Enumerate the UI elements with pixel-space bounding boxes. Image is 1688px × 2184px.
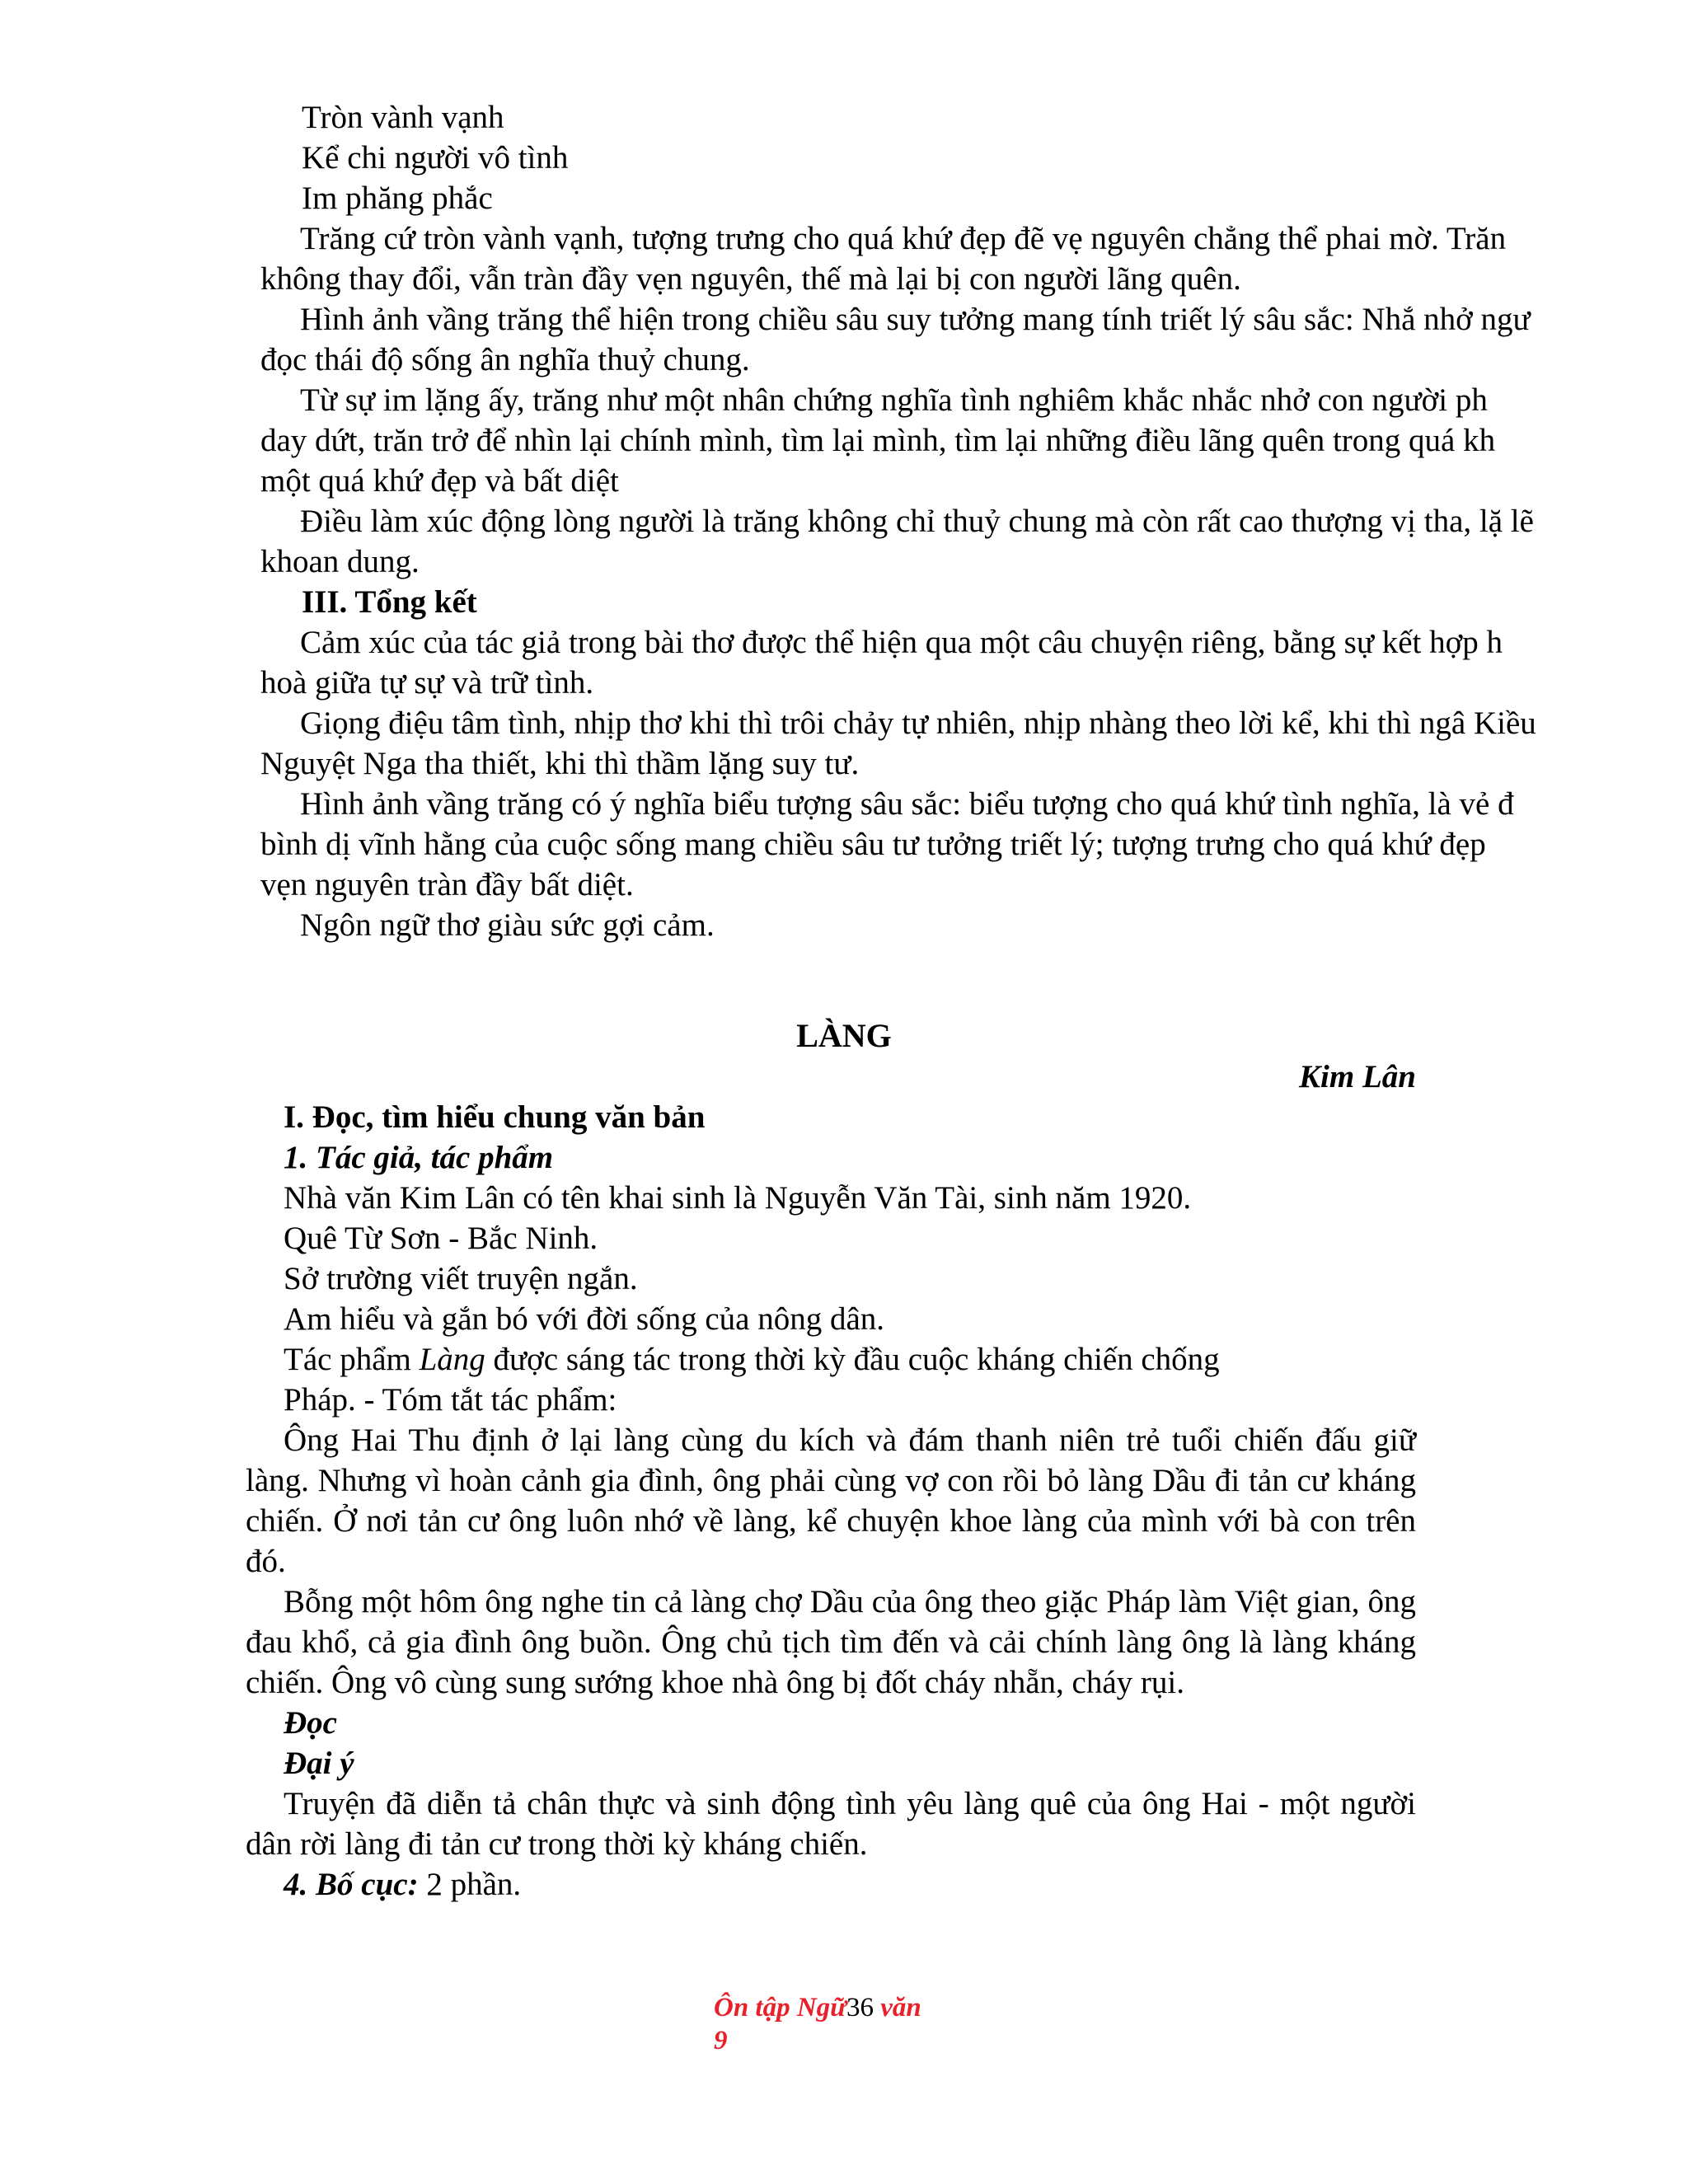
page-number: 36 bbox=[846, 1993, 874, 2022]
fact-line: Am hiểu và gắn bó với đời sống của nông dân. bbox=[284, 1301, 885, 1337]
lesson-title: LÀNG bbox=[796, 1017, 892, 1054]
paragraph-line: Trăng cứ tròn vành vạnh, tượng trưng cho quá khứ đẹp đẽ vẹ nguyên chẳng thể phai mờ. Trăn bbox=[300, 221, 1507, 256]
subheading-doc: Đọc bbox=[284, 1705, 337, 1741]
footer-label: văn bbox=[873, 1993, 921, 2022]
paragraph-line: đọc thái độ sống ân nghĩa thuỷ chung. bbox=[260, 342, 750, 377]
author-name: Kim Lân bbox=[1299, 1059, 1416, 1094]
paragraph-line: Ngôn ngữ thơ giàu sức gợi cảm. bbox=[300, 907, 715, 943]
paragraph-line: không thay đổi, vẫn tràn đầy vẹn nguyên, thế mà lại bị con người lãng quên. bbox=[260, 261, 1241, 297]
paragraph-line: vẹn nguyên tràn đầy bất diệt. bbox=[260, 867, 634, 902]
fact-line: Quê Từ Sơn - Bắc Ninh. bbox=[284, 1221, 598, 1256]
fact-line: Sở trường viết truyện ngắn. bbox=[284, 1261, 638, 1296]
dai-y-paragraph: Truyện đã diễn tả chân thực và sinh động tình yêu làng quê của ông Hai - một người dân rời làng đi tản cư trong thời kỳ kháng chiến. bbox=[246, 1786, 1416, 1862]
paragraph-line: Giọng điệu tâm tình, nhịp thơ khi thì trôi chảy tự nhiên, nhịp nhàng theo lời kể, khi thì ngâ Kiều bbox=[300, 705, 1536, 741]
paragraph-line: một quá khứ đẹp và bất diệt bbox=[260, 463, 619, 499]
paragraph-line: Cảm xúc của tác giả trong bài thơ được thể hiện qua một câu chuyện riêng, bằng sự kết hợp h bbox=[300, 625, 1503, 660]
paragraph-line: Hình ảnh vầng trăng có ý nghĩa biểu tượng sâu sắc: biểu tượng cho quá khứ tình nghĩa, là vẻ đ bbox=[300, 786, 1514, 822]
footer-grade: 9 bbox=[714, 2026, 728, 2055]
work-line bbox=[246, 1339, 1416, 1380]
bo-cuc-label: 4. Bố cục: bbox=[284, 1867, 419, 1902]
paragraph-line: bình dị vĩnh hằng của cuộc sống mang chiều sâu tư tưởng triết lý; tượng trưng cho quá khứ đẹp bbox=[260, 827, 1486, 862]
lesson-section bbox=[246, 1097, 1416, 1905]
work-text: được sáng tác trong thời kỳ đầu cuộc kháng chiến chống bbox=[485, 1342, 1220, 1377]
work-line: Pháp. - Tóm tắt tác phẩm: bbox=[284, 1382, 617, 1418]
footer-label: Ôn tập Ngữ bbox=[714, 1993, 846, 2022]
paragraph-line: khoan dung. bbox=[260, 544, 420, 579]
work-title: Làng bbox=[419, 1342, 485, 1377]
verse-line: Tròn vành vạnh bbox=[302, 100, 504, 135]
summary-paragraph: Ông Hai Thu định ở lại làng cùng du kích và đám thanh niên trẻ tuổi chiến đấu giữ làng. Nhưng vì hoàn cảnh gia đình, ông phải cùng vợ con rồi bỏ làng Dầu đi tản cư kháng chiến. Ở nơi tản cư ông luôn nhớ về làng, kể chuyện khoe làng của mình với bà con trên đó. bbox=[246, 1422, 1416, 1579]
paragraph-line: Nguyệt Nga tha thiết, khi thì thầm lặng suy tư. bbox=[260, 746, 860, 781]
verse-line: Im phăng phắc bbox=[302, 180, 493, 216]
paragraph-line: Điều làm xúc động lòng người là trăng không chỉ thuỷ chung mà còn rất cao thượng vị tha, lặ lẽ bbox=[300, 504, 1534, 539]
section-heading-tong-ket: III. Tổng kết bbox=[302, 584, 477, 620]
subheading-tac-gia: 1. Tác giả, tác phẩm bbox=[284, 1140, 554, 1175]
paragraph-line: day dứt, trăn trở để nhìn lại chính mình, tìm lại mình, tìm lại những điều lãng quên trong quá kh bbox=[260, 423, 1496, 458]
page-footer bbox=[714, 1991, 921, 2057]
work-text: Tác phẩm bbox=[284, 1342, 420, 1377]
bo-cuc-value: 2 phần. bbox=[418, 1867, 522, 1902]
summary-paragraph: Bỗng một hôm ông nghe tin cả làng chợ Dầu của ông theo giặc Pháp làm Việt gian, ông đau khổ, cả gia đình ông buồn. Ông chủ tịch tìm đến và cải chính làng ông là làng kháng chiến. Ông vô cùng sung sướng khoe nhà ông bị đốt cháy nhẵn, cháy rụi. bbox=[246, 1584, 1416, 1700]
bo-cuc-line bbox=[246, 1864, 1416, 1905]
verse-line: Kể chi người vô tình bbox=[302, 140, 569, 176]
paragraph-line: Từ sự im lặng ấy, trăng như một nhân chứng nghĩa tình nghiêm khắc nhắc nhở con người ph bbox=[300, 382, 1488, 418]
paragraph-line: hoà giữa tự sự và trữ tình. bbox=[260, 665, 594, 701]
poem-analysis-section bbox=[260, 97, 1662, 945]
section-heading-doc-tim-hieu: I. Đọc, tìm hiểu chung văn bản bbox=[284, 1099, 706, 1135]
paragraph-line: Hình ảnh vầng trăng thể hiện trong chiều sâu suy tưởng mang tính triết lý sâu sắc: Nhắ nhở ngư bbox=[300, 302, 1531, 337]
fact-line: Nhà văn Kim Lân có tên khai sinh là Nguyễn Văn Tài, sinh năm 1920. bbox=[284, 1180, 1192, 1216]
subheading-dai-y: Đại ý bbox=[284, 1746, 354, 1781]
